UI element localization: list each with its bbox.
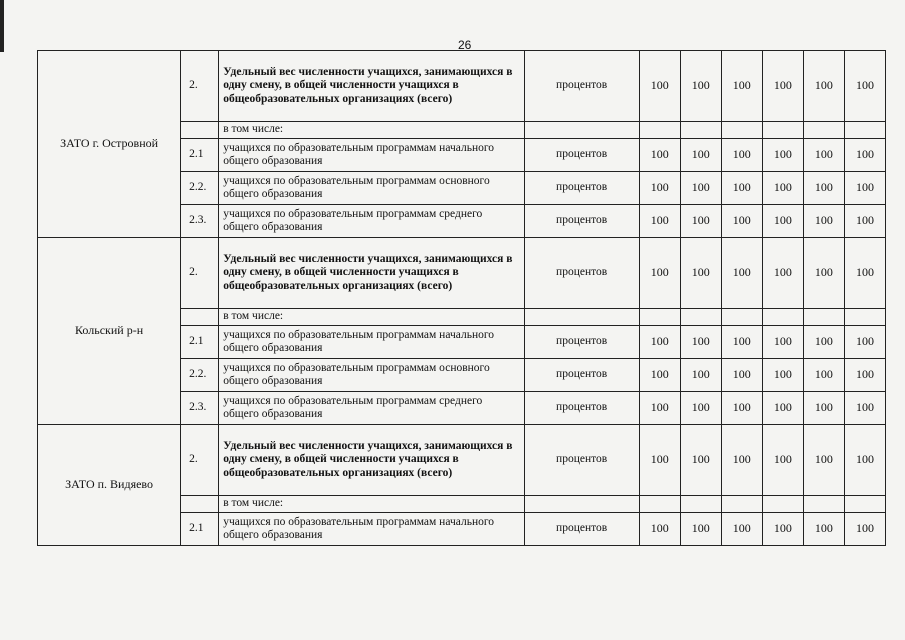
- value-cell: [680, 496, 721, 513]
- value-cell: 100: [844, 172, 885, 205]
- row-number-cell: 2.3.: [181, 205, 219, 238]
- value-cell: [844, 309, 885, 326]
- value-cell: [762, 122, 803, 139]
- value-cell: 100: [803, 205, 844, 238]
- table-row: [38, 51, 886, 122]
- value-cell: 100: [762, 238, 803, 309]
- value-cell: 100: [762, 326, 803, 359]
- page-edge-mark: [0, 0, 4, 52]
- value-cell: 100: [762, 392, 803, 425]
- value-cell: 100: [844, 392, 885, 425]
- unit-cell: процентов: [524, 172, 639, 205]
- value-cell: 100: [639, 238, 680, 309]
- value-cell: 100: [721, 238, 762, 309]
- value-cell: 100: [680, 51, 721, 122]
- value-cell: [762, 309, 803, 326]
- value-cell: 100: [762, 425, 803, 496]
- value-cell: 100: [721, 139, 762, 172]
- value-cell: 100: [762, 359, 803, 392]
- value-cell: 100: [803, 51, 844, 122]
- value-cell: 100: [680, 359, 721, 392]
- value-cell: 100: [844, 51, 885, 122]
- indicator-description-cell: в том числе:: [219, 309, 524, 326]
- value-cell: 100: [639, 51, 680, 122]
- value-cell: 100: [680, 205, 721, 238]
- value-cell: [639, 122, 680, 139]
- indicator-description-cell: учащихся по образовательным программам среднего общего образования: [219, 392, 524, 425]
- unit-cell: процентов: [524, 392, 639, 425]
- unit-cell: процентов: [524, 139, 639, 172]
- table-row: [38, 238, 886, 309]
- unit-cell: [524, 496, 639, 513]
- value-cell: 100: [639, 326, 680, 359]
- row-number-cell: 2.: [181, 238, 219, 309]
- value-cell: 100: [844, 425, 885, 496]
- value-cell: 100: [639, 513, 680, 546]
- value-cell: 100: [721, 172, 762, 205]
- value-cell: 100: [721, 359, 762, 392]
- value-cell: 100: [680, 513, 721, 546]
- unit-cell: процентов: [524, 359, 639, 392]
- region-name-cell: ЗАТО п. Видяево: [38, 425, 181, 546]
- indicator-description-cell: в том числе:: [219, 496, 524, 513]
- row-number-cell: 2.2.: [181, 172, 219, 205]
- value-cell: 100: [803, 513, 844, 546]
- value-cell: 100: [680, 238, 721, 309]
- row-number-cell: 2.2.: [181, 359, 219, 392]
- row-number-cell: [181, 122, 219, 139]
- indicator-description-cell: учащихся по образовательным программам начального общего образования: [219, 139, 524, 172]
- table-row: [38, 425, 886, 496]
- unit-cell: процентов: [524, 326, 639, 359]
- indicator-description-cell: Удельный вес численности учащихся, занимающихся в одну смену, в общей численности учащихся в общеобразовательных организациях (всего): [219, 51, 524, 122]
- value-cell: 100: [844, 139, 885, 172]
- indicator-description-cell: Удельный вес численности учащихся, занимающихся в одну смену, в общей численности учащихся в общеобразовательных организациях (всего): [219, 425, 524, 496]
- value-cell: 100: [844, 238, 885, 309]
- indicator-description-cell: учащихся по образовательным программам основного общего образования: [219, 172, 524, 205]
- unit-cell: процентов: [524, 238, 639, 309]
- value-cell: 100: [803, 139, 844, 172]
- value-cell: 100: [639, 205, 680, 238]
- row-number-cell: [181, 309, 219, 326]
- indicator-description-cell: учащихся по образовательным программам начального общего образования: [219, 326, 524, 359]
- value-cell: 100: [844, 359, 885, 392]
- indicator-description-cell: учащихся по образовательным программам основного общего образования: [219, 359, 524, 392]
- value-cell: 100: [762, 513, 803, 546]
- value-cell: [844, 496, 885, 513]
- value-cell: 100: [680, 392, 721, 425]
- unit-cell: процентов: [524, 51, 639, 122]
- unit-cell: процентов: [524, 205, 639, 238]
- value-cell: 100: [803, 172, 844, 205]
- unit-cell: [524, 122, 639, 139]
- indicator-description-cell: учащихся по образовательным программам начального общего образования: [219, 513, 524, 546]
- value-cell: 100: [639, 172, 680, 205]
- value-cell: 100: [762, 51, 803, 122]
- value-cell: 100: [680, 326, 721, 359]
- value-cell: 100: [721, 326, 762, 359]
- value-cell: [721, 309, 762, 326]
- value-cell: [680, 309, 721, 326]
- value-cell: 100: [721, 513, 762, 546]
- value-cell: [639, 309, 680, 326]
- value-cell: [721, 496, 762, 513]
- value-cell: 100: [721, 51, 762, 122]
- row-number-cell: 2.: [181, 425, 219, 496]
- value-cell: 100: [721, 425, 762, 496]
- row-number-cell: 2.: [181, 51, 219, 122]
- row-number-cell: 2.1: [181, 326, 219, 359]
- value-cell: 100: [639, 392, 680, 425]
- value-cell: 100: [762, 139, 803, 172]
- row-number-cell: 2.3.: [181, 392, 219, 425]
- page-number: 26: [458, 38, 472, 52]
- value-cell: 100: [639, 425, 680, 496]
- unit-cell: процентов: [524, 425, 639, 496]
- indicator-description-cell: учащихся по образовательным программам среднего общего образования: [219, 205, 524, 238]
- value-cell: [803, 122, 844, 139]
- value-cell: 100: [680, 425, 721, 496]
- value-cell: 100: [803, 392, 844, 425]
- value-cell: 100: [680, 172, 721, 205]
- unit-cell: процентов: [524, 513, 639, 546]
- region-name-cell: Кольский р-н: [38, 238, 181, 425]
- value-cell: [844, 122, 885, 139]
- value-cell: 100: [680, 139, 721, 172]
- value-cell: 100: [844, 513, 885, 546]
- row-number-cell: 2.1: [181, 513, 219, 546]
- value-cell: [721, 122, 762, 139]
- value-cell: 100: [803, 359, 844, 392]
- indicator-description-cell: в том числе:: [219, 122, 524, 139]
- value-cell: 100: [803, 238, 844, 309]
- indicator-table: [37, 50, 886, 546]
- value-cell: [803, 496, 844, 513]
- value-cell: [639, 496, 680, 513]
- value-cell: 100: [721, 392, 762, 425]
- value-cell: 100: [639, 359, 680, 392]
- unit-cell: [524, 309, 639, 326]
- value-cell: [762, 496, 803, 513]
- value-cell: 100: [762, 172, 803, 205]
- value-cell: 100: [803, 326, 844, 359]
- value-cell: [680, 122, 721, 139]
- value-cell: 100: [844, 205, 885, 238]
- value-cell: 100: [721, 205, 762, 238]
- value-cell: [803, 309, 844, 326]
- region-name-cell: ЗАТО г. Островной: [38, 51, 181, 238]
- value-cell: 100: [844, 326, 885, 359]
- row-number-cell: 2.1: [181, 139, 219, 172]
- value-cell: 100: [639, 139, 680, 172]
- indicator-description-cell: Удельный вес численности учащихся, занимающихся в одну смену, в общей численности учащихся в общеобразовательных организациях (всего): [219, 238, 524, 309]
- value-cell: 100: [762, 205, 803, 238]
- row-number-cell: [181, 496, 219, 513]
- value-cell: 100: [803, 425, 844, 496]
